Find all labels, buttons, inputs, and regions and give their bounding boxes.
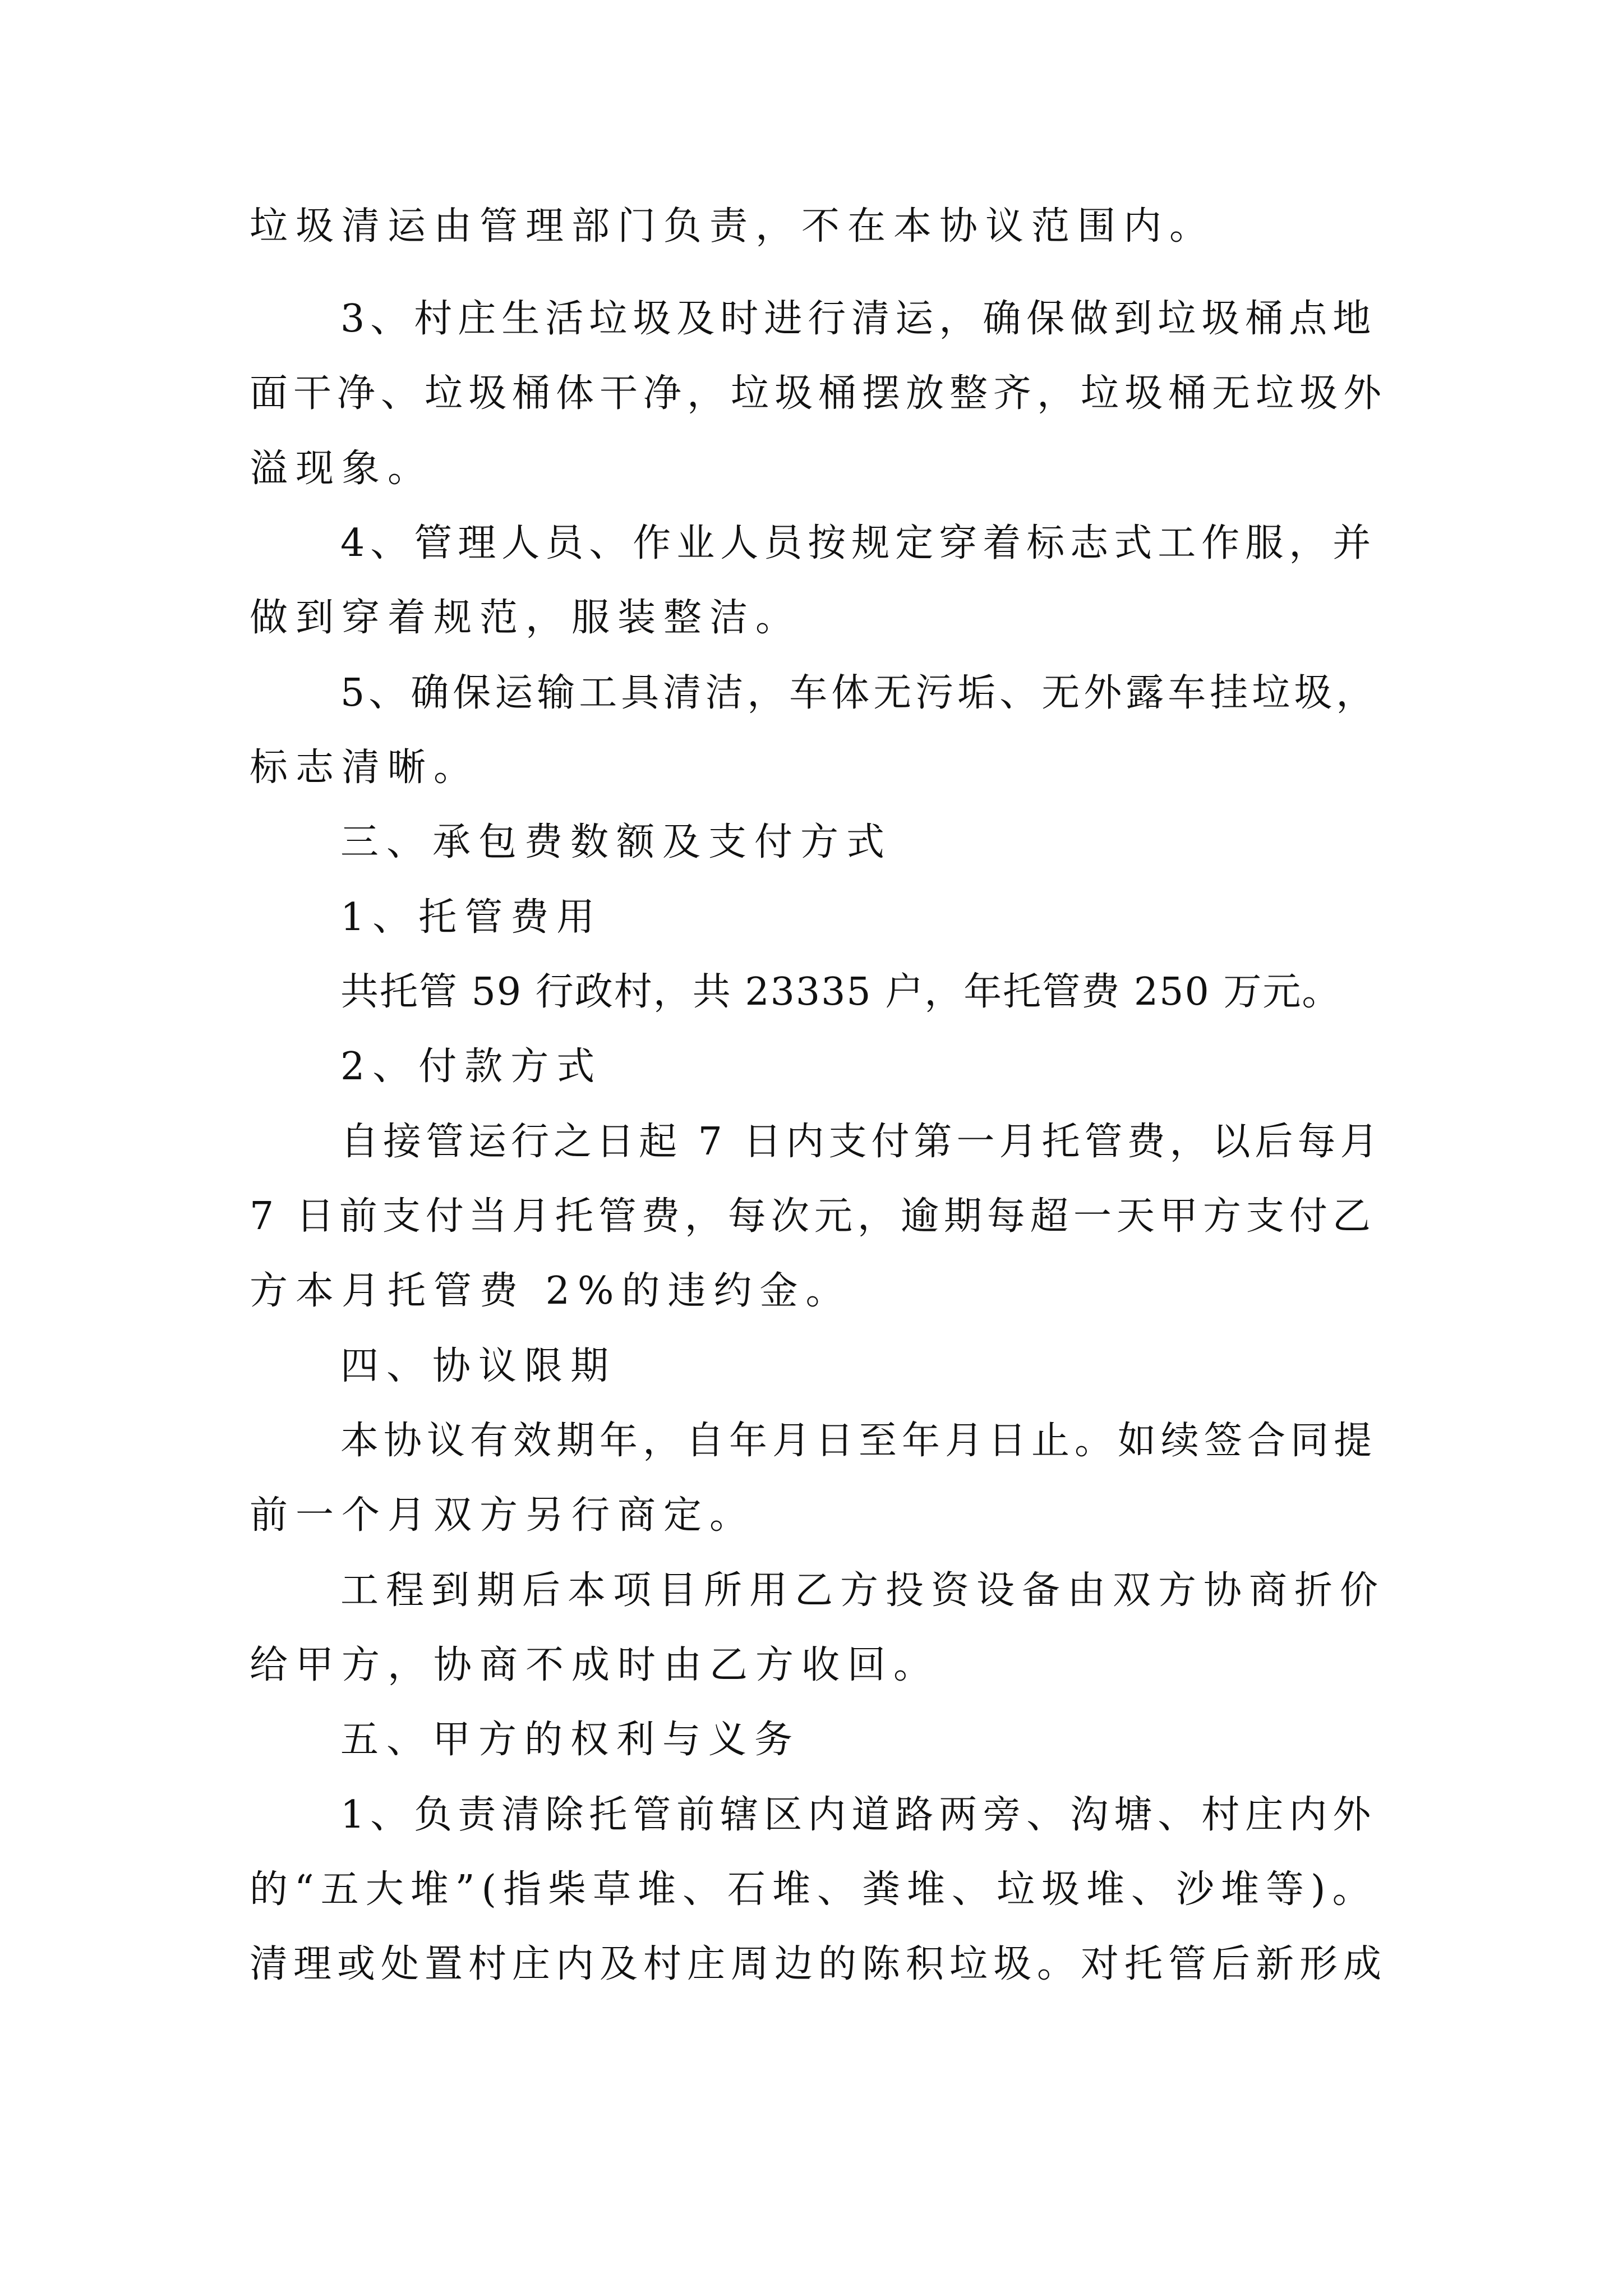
text-line: 做到穿着规范，服装整洁。	[250, 596, 802, 640]
section-heading: 四、协议限期	[340, 1344, 617, 1388]
text-line: 1、负责清除托管前辖区内道路两旁、沟塘、村庄内外	[340, 1793, 1377, 1837]
text-line: 的“五大堆”(指柴草堆、石堆、粪堆、垃圾堆、沙堆等)。	[250, 1867, 1377, 1912]
text-line: 前一个月双方另行商定。	[250, 1493, 756, 1538]
text-line: 工程到期后本项目所用乙方投资设备由双方协商折价	[340, 1568, 1386, 1613]
section-heading: 三、承包费数额及支付方式	[340, 820, 893, 864]
text-line: 面干净、垃圾桶体干净，垃圾桶摆放整齐，垃圾桶无垃圾外	[250, 371, 1387, 416]
text-line: 标志清晰。	[250, 746, 480, 790]
text-line: 4、管理人员、作业人员按规定穿着标志式工作服，并	[340, 521, 1377, 565]
text-line: 方本月托管费 2%的违约金。	[250, 1269, 852, 1313]
text-line: 本协议有效期年，自年月日至年月日止。如续签合同提	[340, 1419, 1377, 1463]
text-line: 溢现象。	[250, 447, 434, 491]
text-line: 7 日前支付当月托管费，每次元，逾期每超一天甲方支付乙	[250, 1194, 1376, 1239]
section-heading: 五、甲方的权利与义务	[340, 1718, 801, 1762]
text-line: 共托管 59 行政村，共 23335 户，年托管费 250 万元。	[340, 970, 1341, 1014]
text-line: 3、村庄生活垃圾及时进行清运，确保做到垃圾桶点地	[340, 297, 1377, 341]
text-line: 自接管运行之日起 7 日内支付第一月托管费，以后每月	[340, 1120, 1383, 1164]
text-line: 5、确保运输工具清洁，车体无污垢、无外露车挂垃圾，	[340, 671, 1378, 715]
text-line: 清理或处置村庄内及村庄周边的陈积垃圾。对托管后新形成	[250, 1942, 1387, 1986]
text-line: 垃圾清运由管理部门负责，不在本协议范围内。	[250, 204, 1216, 249]
subsection-heading: 1、托管费用	[340, 895, 603, 940]
text-line: 给甲方，协商不成时由乙方收回。	[250, 1643, 940, 1687]
subsection-heading: 2、付款方式	[340, 1045, 603, 1089]
